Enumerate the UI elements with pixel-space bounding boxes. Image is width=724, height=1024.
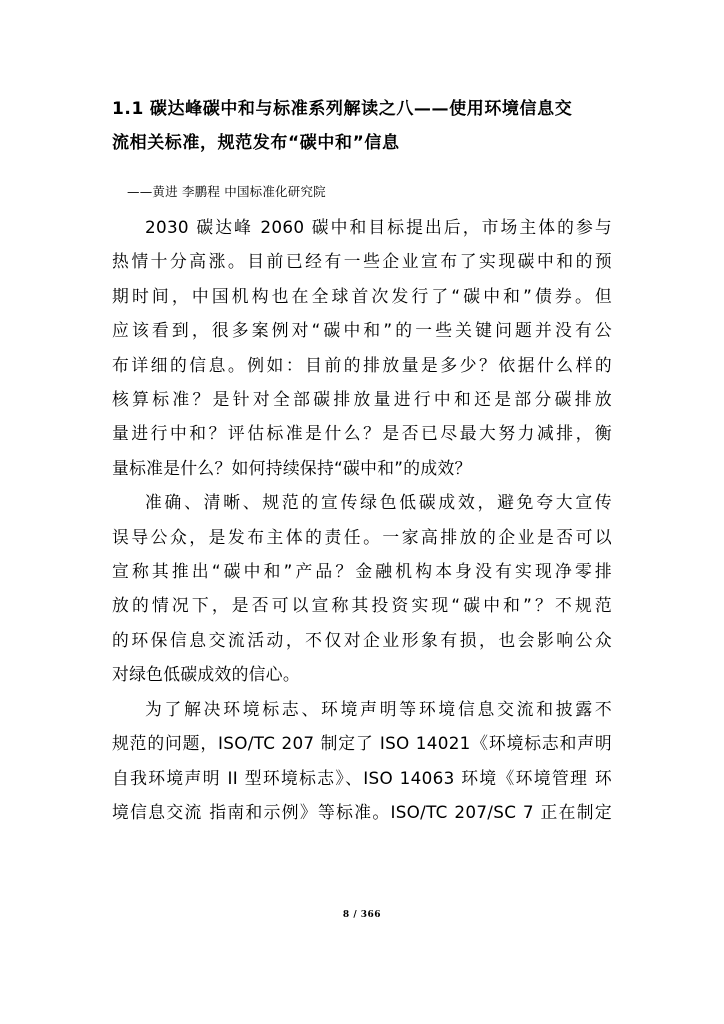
paragraph-line: 热情十分高涨。目前已经有一些企业宣布了实现碳中和的预 (112, 251, 612, 272)
paragraph-line: 对绿色低碳成效的信心。 (112, 664, 300, 685)
paragraph-line: 放的情况下，是否可以宣称其投资实现“碳中和”？不规范 (112, 595, 612, 616)
body-text (112, 210, 612, 829)
paragraph-line: 的环保信息交流活动，不仅对企业形象有损，也会影响公众 (112, 629, 612, 650)
page-footer (0, 908, 724, 922)
paragraph-line: 境信息交流 指南和示例》等标准。ISO/TC 207/SC 7 正在制定 (112, 801, 612, 822)
paragraph-line: 准确、清晰、规范的宣传绿色低碳成效，避免夸大宣传 (145, 492, 612, 513)
paragraph-line: 2030 碳达峰 2060 碳中和目标提出后，市场主体的参与 (145, 217, 612, 237)
paragraph-line: 量进行中和？评估标准是什么？是否已尽最大努力减排，衡 (112, 423, 612, 444)
paragraph-line: 期时间，中国机构也在全球首次发行了“碳中和”债券。但 (112, 285, 612, 306)
paragraph-line: 误导公众，是发布主体的责任。一家高排放的企业是否可以 (112, 526, 612, 547)
paragraph-line: 为了解决环境标志、环境声明等环境信息交流和披露不 (145, 698, 612, 719)
paragraph-line: 应该看到，很多案例对“碳中和”的一些关键问题并没有公 (112, 320, 612, 341)
paragraph-line: 宣称其推出“碳中和”产品？金融机构本身没有实现净零排 (112, 561, 612, 582)
section-number: 1.1 (112, 99, 144, 119)
section-heading (112, 92, 617, 160)
paragraph-line: 布详细的信息。例如：目前的排放量是多少？依据什么样的 (112, 354, 612, 375)
paragraph-line: 规范的问题，ISO/TC 207 制定了 ISO 14021《环境标志和声明 (112, 733, 612, 754)
page-number-separator: / (353, 910, 358, 920)
paragraph-line: 自我环境声明 II 型环境标志》、ISO 14063 环境《环境管理 环 (112, 767, 612, 788)
paragraph-2 (112, 485, 612, 691)
paragraph-line: 核算标准？是针对全部碳排放量进行中和还是部分碳排放 (112, 389, 612, 410)
paragraph-3 (112, 692, 612, 830)
section-title-line-1: 碳达峰碳中和与标准系列解读之八——使用环境信息交 (149, 99, 573, 119)
page-number-total: 366 (360, 910, 382, 920)
paragraph-line: 量标准是什么？如何持续保持“碳中和”的成效？ (112, 457, 472, 478)
section-title-line-2: 流相关标准，规范发布“碳中和”信息 (112, 133, 400, 153)
paragraph-1 (112, 210, 612, 485)
author-byline: ——黄进 李鹏程 中国标准化研究院 (127, 184, 326, 199)
page-number-current: 8 (342, 910, 350, 920)
